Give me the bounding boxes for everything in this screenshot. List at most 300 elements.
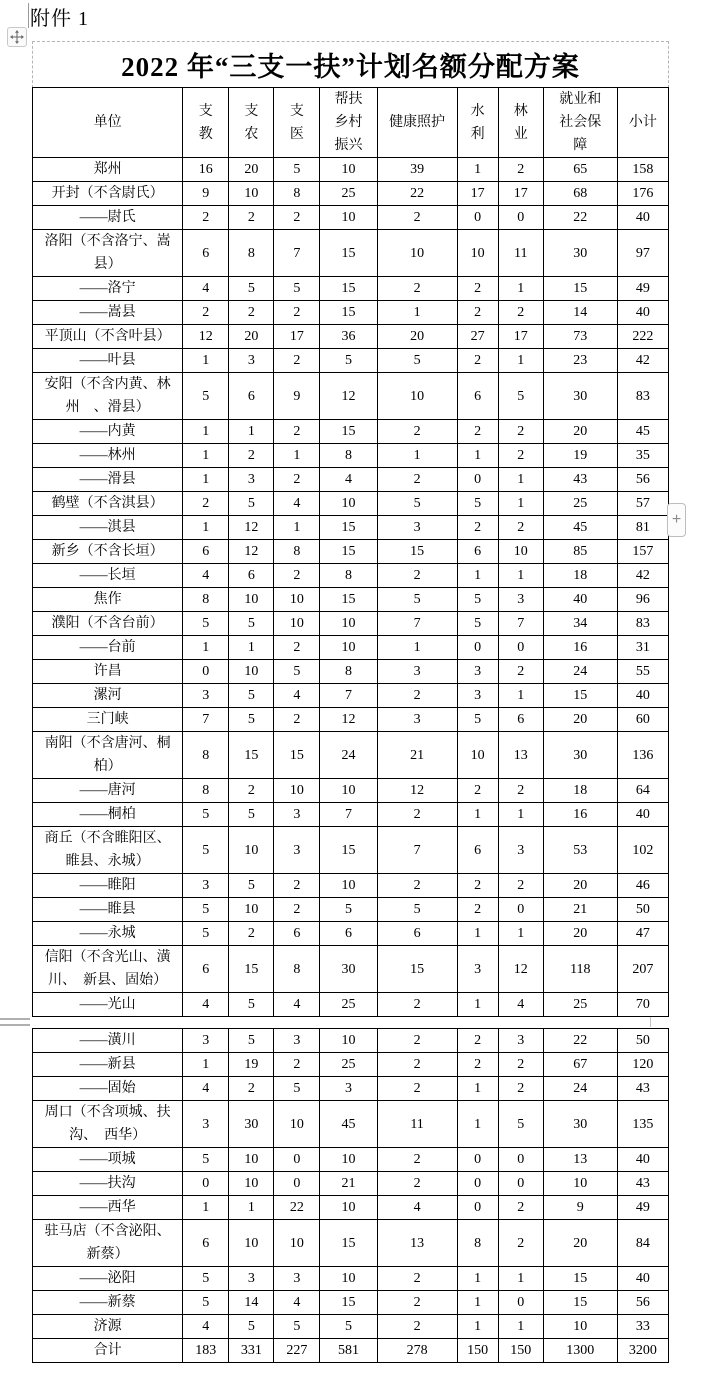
cell-value[interactable]: 2 bbox=[377, 1291, 457, 1315]
cell-value[interactable]: 10 bbox=[498, 540, 543, 564]
cell-value[interactable]: 0 bbox=[498, 636, 543, 660]
cell-unit[interactable]: ——潢川 bbox=[33, 1029, 183, 1053]
cell-value[interactable]: 10 bbox=[274, 1220, 320, 1267]
cell-value[interactable]: 43 bbox=[617, 1172, 668, 1196]
cell-value[interactable]: 24 bbox=[543, 660, 617, 684]
cell-value[interactable]: 57 bbox=[617, 492, 668, 516]
cell-value[interactable]: 0 bbox=[274, 1172, 320, 1196]
cell-value[interactable]: 4 bbox=[183, 1315, 229, 1339]
cell-value[interactable]: 8 bbox=[457, 1220, 498, 1267]
cell-value[interactable]: 5 bbox=[229, 874, 274, 898]
cell-value[interactable]: 2 bbox=[457, 516, 498, 540]
cell-unit[interactable]: ——泌阳 bbox=[33, 1267, 183, 1291]
column-header[interactable]: 小计 bbox=[617, 88, 668, 158]
cell-value[interactable]: 2 bbox=[274, 468, 320, 492]
cell-value[interactable]: 35 bbox=[617, 444, 668, 468]
cell-value[interactable]: 40 bbox=[617, 206, 668, 230]
cell-value[interactable]: 3 bbox=[320, 1077, 377, 1101]
cell-value[interactable]: 40 bbox=[543, 588, 617, 612]
cell-value[interactable]: 2 bbox=[457, 349, 498, 373]
cell-value[interactable]: 1 bbox=[377, 636, 457, 660]
cell-value[interactable]: 1 bbox=[183, 468, 229, 492]
cell-unit[interactable]: 鹤壁（不含淇县） bbox=[33, 492, 183, 516]
cell-value[interactable]: 3 bbox=[377, 708, 457, 732]
cell-value[interactable]: 183 bbox=[183, 1339, 229, 1363]
cell-value[interactable]: 8 bbox=[183, 588, 229, 612]
cell-value[interactable]: 1 bbox=[183, 420, 229, 444]
cell-value[interactable]: 2 bbox=[377, 1172, 457, 1196]
cell-value[interactable]: 1 bbox=[183, 1053, 229, 1077]
cell-value[interactable]: 46 bbox=[617, 874, 668, 898]
cell-value[interactable]: 22 bbox=[543, 206, 617, 230]
cell-value[interactable]: 25 bbox=[320, 1053, 377, 1077]
cell-value[interactable]: 15 bbox=[320, 301, 377, 325]
column-header[interactable]: 健康照护 bbox=[377, 88, 457, 158]
cell-value[interactable]: 5 bbox=[274, 660, 320, 684]
cell-unit[interactable]: ——永城 bbox=[33, 922, 183, 946]
cell-value[interactable]: 6 bbox=[183, 540, 229, 564]
cell-value[interactable]: 158 bbox=[617, 158, 668, 182]
cell-value[interactable]: 176 bbox=[617, 182, 668, 206]
cell-value[interactable]: 7 bbox=[320, 803, 377, 827]
cell-value[interactable]: 2 bbox=[457, 898, 498, 922]
cell-value[interactable]: 150 bbox=[457, 1339, 498, 1363]
cell-value[interactable]: 2 bbox=[457, 874, 498, 898]
cell-value[interactable]: 0 bbox=[498, 898, 543, 922]
cell-value[interactable]: 2 bbox=[498, 420, 543, 444]
cell-value[interactable]: 3 bbox=[229, 1267, 274, 1291]
cell-value[interactable]: 65 bbox=[543, 158, 617, 182]
cell-value[interactable]: 1 bbox=[457, 1267, 498, 1291]
cell-value[interactable]: 0 bbox=[457, 206, 498, 230]
cell-value[interactable]: 2 bbox=[377, 1053, 457, 1077]
cell-value[interactable]: 10 bbox=[377, 230, 457, 277]
cell-value[interactable]: 1 bbox=[498, 922, 543, 946]
cell-value[interactable]: 1 bbox=[377, 444, 457, 468]
cell-value[interactable]: 22 bbox=[274, 1196, 320, 1220]
cell-value[interactable]: 4 bbox=[183, 277, 229, 301]
cell-value[interactable]: 27 bbox=[457, 325, 498, 349]
cell-value[interactable]: 5 bbox=[457, 492, 498, 516]
cell-value[interactable]: 0 bbox=[274, 1148, 320, 1172]
cell-value[interactable]: 40 bbox=[617, 1148, 668, 1172]
cell-value[interactable]: 222 bbox=[617, 325, 668, 349]
cell-value[interactable]: 15 bbox=[543, 684, 617, 708]
cell-value[interactable]: 4 bbox=[320, 468, 377, 492]
cell-value[interactable]: 120 bbox=[617, 1053, 668, 1077]
cell-value[interactable]: 50 bbox=[617, 898, 668, 922]
cell-unit[interactable]: ——睢县 bbox=[33, 898, 183, 922]
insert-row-button[interactable]: + bbox=[667, 503, 686, 537]
cell-value[interactable]: 15 bbox=[320, 420, 377, 444]
cell-value[interactable]: 5 bbox=[320, 898, 377, 922]
cell-value[interactable]: 12 bbox=[229, 516, 274, 540]
cell-value[interactable]: 10 bbox=[229, 182, 274, 206]
cell-value[interactable]: 3 bbox=[457, 660, 498, 684]
cell-value[interactable]: 5 bbox=[183, 1291, 229, 1315]
cell-value[interactable]: 2 bbox=[274, 206, 320, 230]
cell-value[interactable]: 16 bbox=[543, 636, 617, 660]
cell-value[interactable]: 15 bbox=[543, 277, 617, 301]
cell-value[interactable]: 3 bbox=[229, 349, 274, 373]
table-move-handle[interactable] bbox=[7, 27, 27, 47]
cell-value[interactable]: 24 bbox=[543, 1077, 617, 1101]
column-header[interactable]: 帮扶乡村振兴 bbox=[320, 88, 377, 158]
cell-value[interactable]: 96 bbox=[617, 588, 668, 612]
cell-value[interactable]: 10 bbox=[229, 1148, 274, 1172]
cell-value[interactable]: 2 bbox=[498, 1196, 543, 1220]
cell-unit[interactable]: ——洛宁 bbox=[33, 277, 183, 301]
cell-value[interactable]: 39 bbox=[377, 158, 457, 182]
cell-value[interactable]: 25 bbox=[543, 492, 617, 516]
cell-value[interactable]: 1 bbox=[183, 516, 229, 540]
cell-value[interactable]: 1 bbox=[457, 1101, 498, 1148]
cell-value[interactable]: 30 bbox=[543, 373, 617, 420]
cell-value[interactable]: 5 bbox=[229, 684, 274, 708]
cell-value[interactable]: 60 bbox=[617, 708, 668, 732]
cell-value[interactable]: 1 bbox=[498, 1267, 543, 1291]
cell-value[interactable]: 25 bbox=[320, 993, 377, 1017]
cell-value[interactable]: 13 bbox=[498, 732, 543, 779]
cell-unit[interactable]: ——光山 bbox=[33, 993, 183, 1017]
cell-value[interactable]: 6 bbox=[457, 373, 498, 420]
cell-value[interactable]: 20 bbox=[543, 922, 617, 946]
cell-value[interactable]: 15 bbox=[320, 230, 377, 277]
cell-value[interactable]: 2 bbox=[377, 1029, 457, 1053]
cell-value[interactable]: 102 bbox=[617, 827, 668, 874]
cell-unit[interactable]: 信阳（不含光山、潢川、 新县、固始） bbox=[33, 946, 183, 993]
cell-value[interactable]: 135 bbox=[617, 1101, 668, 1148]
cell-value[interactable]: 2 bbox=[274, 636, 320, 660]
cell-value[interactable]: 15 bbox=[320, 277, 377, 301]
cell-value[interactable]: 3 bbox=[377, 660, 457, 684]
cell-value[interactable]: 3 bbox=[274, 827, 320, 874]
cell-value[interactable]: 56 bbox=[617, 468, 668, 492]
cell-value[interactable]: 8 bbox=[183, 779, 229, 803]
cell-value[interactable]: 45 bbox=[617, 420, 668, 444]
cell-value[interactable]: 18 bbox=[543, 779, 617, 803]
cell-value[interactable]: 1 bbox=[183, 1196, 229, 1220]
cell-value[interactable]: 4 bbox=[183, 564, 229, 588]
cell-value[interactable]: 22 bbox=[543, 1029, 617, 1053]
cell-value[interactable]: 5 bbox=[320, 349, 377, 373]
cell-value[interactable]: 1 bbox=[457, 158, 498, 182]
cell-value[interactable]: 7 bbox=[320, 684, 377, 708]
cell-value[interactable]: 2 bbox=[183, 492, 229, 516]
cell-value[interactable]: 5 bbox=[229, 492, 274, 516]
cell-value[interactable]: 0 bbox=[498, 1172, 543, 1196]
cell-value[interactable]: 5 bbox=[377, 349, 457, 373]
cell-value[interactable]: 5 bbox=[457, 708, 498, 732]
cell-value[interactable]: 6 bbox=[183, 1220, 229, 1267]
cell-value[interactable]: 2 bbox=[274, 564, 320, 588]
cell-value[interactable]: 2 bbox=[274, 349, 320, 373]
cell-value[interactable]: 10 bbox=[320, 206, 377, 230]
cell-value[interactable]: 6 bbox=[229, 373, 274, 420]
cell-value[interactable]: 2 bbox=[457, 277, 498, 301]
cell-value[interactable]: 3 bbox=[183, 874, 229, 898]
cell-value[interactable]: 2 bbox=[377, 420, 457, 444]
cell-value[interactable]: 1 bbox=[498, 684, 543, 708]
cell-value[interactable]: 15 bbox=[229, 732, 274, 779]
cell-value[interactable]: 5 bbox=[183, 1267, 229, 1291]
cell-value[interactable]: 30 bbox=[320, 946, 377, 993]
cell-value[interactable]: 2 bbox=[274, 301, 320, 325]
cell-unit[interactable]: 漯河 bbox=[33, 684, 183, 708]
cell-value[interactable]: 1 bbox=[229, 1196, 274, 1220]
cell-value[interactable]: 4 bbox=[274, 492, 320, 516]
cell-value[interactable]: 5 bbox=[274, 1315, 320, 1339]
cell-value[interactable]: 13 bbox=[377, 1220, 457, 1267]
cell-unit[interactable]: ——滑县 bbox=[33, 468, 183, 492]
cell-value[interactable]: 10 bbox=[320, 874, 377, 898]
cell-value[interactable]: 6 bbox=[274, 922, 320, 946]
cell-unit[interactable]: ——桐柏 bbox=[33, 803, 183, 827]
cell-value[interactable]: 2 bbox=[274, 708, 320, 732]
cell-value[interactable]: 3200 bbox=[617, 1339, 668, 1363]
cell-value[interactable]: 9 bbox=[274, 373, 320, 420]
cell-value[interactable]: 9 bbox=[543, 1196, 617, 1220]
cell-value[interactable]: 8 bbox=[229, 230, 274, 277]
cell-value[interactable]: 2 bbox=[274, 874, 320, 898]
cell-value[interactable]: 2 bbox=[498, 1220, 543, 1267]
cell-unit[interactable]: ——尉氏 bbox=[33, 206, 183, 230]
cell-value[interactable]: 5 bbox=[377, 898, 457, 922]
cell-value[interactable]: 207 bbox=[617, 946, 668, 993]
cell-value[interactable]: 0 bbox=[457, 468, 498, 492]
document-title[interactable]: 2022 年“三支一扶”计划名额分配方案 bbox=[121, 52, 580, 82]
cell-value[interactable]: 5 bbox=[320, 1315, 377, 1339]
cell-value[interactable]: 10 bbox=[543, 1172, 617, 1196]
cell-value[interactable]: 10 bbox=[229, 898, 274, 922]
cell-value[interactable]: 2 bbox=[183, 206, 229, 230]
cell-value[interactable]: 10 bbox=[229, 827, 274, 874]
attachment-label[interactable]: 附件 1 bbox=[30, 8, 89, 30]
cell-value[interactable]: 2 bbox=[377, 1315, 457, 1339]
cell-value[interactable]: 2 bbox=[377, 206, 457, 230]
cell-value[interactable]: 40 bbox=[617, 1267, 668, 1291]
cell-value[interactable]: 2 bbox=[377, 1148, 457, 1172]
cell-value[interactable]: 1 bbox=[457, 1291, 498, 1315]
cell-value[interactable]: 3 bbox=[274, 1029, 320, 1053]
cell-value[interactable]: 17 bbox=[498, 325, 543, 349]
cell-value[interactable]: 5 bbox=[183, 922, 229, 946]
cell-value[interactable]: 47 bbox=[617, 922, 668, 946]
cell-value[interactable]: 49 bbox=[617, 1196, 668, 1220]
cell-value[interactable]: 10 bbox=[274, 779, 320, 803]
cell-value[interactable]: 1 bbox=[498, 277, 543, 301]
cell-value[interactable]: 4 bbox=[274, 684, 320, 708]
cell-value[interactable]: 5 bbox=[229, 1315, 274, 1339]
cell-value[interactable]: 14 bbox=[229, 1291, 274, 1315]
cell-value[interactable]: 1 bbox=[183, 444, 229, 468]
cell-value[interactable]: 2 bbox=[229, 922, 274, 946]
cell-unit[interactable]: 郑州 bbox=[33, 158, 183, 182]
cell-value[interactable]: 5 bbox=[229, 803, 274, 827]
cell-value[interactable]: 68 bbox=[543, 182, 617, 206]
cell-value[interactable]: 15 bbox=[320, 540, 377, 564]
cell-value[interactable]: 1 bbox=[183, 349, 229, 373]
cell-value[interactable]: 15 bbox=[320, 1291, 377, 1315]
cell-value[interactable]: 10 bbox=[320, 1148, 377, 1172]
cell-value[interactable]: 3 bbox=[183, 1029, 229, 1053]
cell-value[interactable]: 11 bbox=[498, 230, 543, 277]
cell-value[interactable]: 5 bbox=[183, 612, 229, 636]
cell-value[interactable]: 3 bbox=[274, 803, 320, 827]
cell-value[interactable]: 21 bbox=[543, 898, 617, 922]
cell-value[interactable]: 10 bbox=[320, 612, 377, 636]
cell-value[interactable]: 81 bbox=[617, 516, 668, 540]
cell-value[interactable]: 30 bbox=[543, 1101, 617, 1148]
cell-value[interactable]: 56 bbox=[617, 1291, 668, 1315]
cell-value[interactable]: 14 bbox=[543, 301, 617, 325]
cell-value[interactable]: 6 bbox=[457, 540, 498, 564]
cell-unit[interactable]: 商丘（不含睢阳区、睢县、永城） bbox=[33, 827, 183, 874]
cell-value[interactable]: 6 bbox=[498, 708, 543, 732]
cell-value[interactable]: 2 bbox=[498, 1053, 543, 1077]
cell-value[interactable]: 10 bbox=[229, 660, 274, 684]
cell-value[interactable]: 1 bbox=[498, 492, 543, 516]
cell-value[interactable]: 8 bbox=[320, 564, 377, 588]
cell-value[interactable]: 157 bbox=[617, 540, 668, 564]
cell-value[interactable]: 2 bbox=[498, 660, 543, 684]
cell-value[interactable]: 2 bbox=[229, 206, 274, 230]
cell-value[interactable]: 10 bbox=[229, 1220, 274, 1267]
cell-value[interactable]: 20 bbox=[543, 708, 617, 732]
cell-value[interactable]: 6 bbox=[457, 827, 498, 874]
cell-value[interactable]: 31 bbox=[617, 636, 668, 660]
column-header[interactable]: 就业和社会保障 bbox=[543, 88, 617, 158]
cell-value[interactable]: 16 bbox=[543, 803, 617, 827]
cell-value[interactable]: 3 bbox=[377, 516, 457, 540]
cell-value[interactable]: 8 bbox=[320, 660, 377, 684]
cell-value[interactable]: 3 bbox=[498, 1029, 543, 1053]
cell-value[interactable]: 0 bbox=[498, 1148, 543, 1172]
cell-unit[interactable]: 周口（不含项城、扶沟、 西华） bbox=[33, 1101, 183, 1148]
cell-value[interactable]: 10 bbox=[320, 779, 377, 803]
cell-value[interactable]: 0 bbox=[457, 1172, 498, 1196]
cell-value[interactable]: 3 bbox=[498, 588, 543, 612]
cell-value[interactable]: 15 bbox=[320, 588, 377, 612]
cell-value[interactable]: 22 bbox=[377, 182, 457, 206]
cell-value[interactable]: 10 bbox=[320, 492, 377, 516]
cell-value[interactable]: 2 bbox=[498, 1077, 543, 1101]
cell-value[interactable]: 0 bbox=[457, 1196, 498, 1220]
cell-value[interactable]: 36 bbox=[320, 325, 377, 349]
cell-value[interactable]: 73 bbox=[543, 325, 617, 349]
cell-value[interactable]: 7 bbox=[498, 612, 543, 636]
cell-unit[interactable]: ——项城 bbox=[33, 1148, 183, 1172]
cell-value[interactable]: 8 bbox=[274, 182, 320, 206]
cell-value[interactable]: 19 bbox=[543, 444, 617, 468]
cell-value[interactable]: 45 bbox=[320, 1101, 377, 1148]
cell-value[interactable]: 5 bbox=[229, 993, 274, 1017]
cell-value[interactable]: 23 bbox=[543, 349, 617, 373]
cell-value[interactable]: 12 bbox=[320, 373, 377, 420]
cell-value[interactable]: 10 bbox=[320, 1196, 377, 1220]
cell-value[interactable]: 118 bbox=[543, 946, 617, 993]
cell-value[interactable]: 6 bbox=[229, 564, 274, 588]
cell-value[interactable]: 12 bbox=[320, 708, 377, 732]
cell-value[interactable]: 10 bbox=[457, 230, 498, 277]
cell-value[interactable]: 15 bbox=[320, 516, 377, 540]
cell-value[interactable]: 2 bbox=[377, 277, 457, 301]
cell-value[interactable]: 10 bbox=[229, 1172, 274, 1196]
cell-value[interactable]: 1 bbox=[457, 1077, 498, 1101]
cell-value[interactable]: 5 bbox=[274, 158, 320, 182]
cell-value[interactable]: 2 bbox=[498, 158, 543, 182]
cell-value[interactable]: 2 bbox=[377, 564, 457, 588]
cell-value[interactable]: 8 bbox=[320, 444, 377, 468]
cell-value[interactable]: 15 bbox=[229, 946, 274, 993]
cell-value[interactable]: 5 bbox=[498, 1101, 543, 1148]
cell-value[interactable]: 20 bbox=[543, 874, 617, 898]
cell-value[interactable]: 10 bbox=[274, 1101, 320, 1148]
cell-value[interactable]: 2 bbox=[377, 874, 457, 898]
cell-value[interactable]: 12 bbox=[229, 540, 274, 564]
cell-value[interactable]: 5 bbox=[229, 612, 274, 636]
cell-value[interactable]: 227 bbox=[274, 1339, 320, 1363]
cell-value[interactable]: 53 bbox=[543, 827, 617, 874]
cell-value[interactable]: 15 bbox=[320, 1220, 377, 1267]
cell-value[interactable]: 12 bbox=[498, 946, 543, 993]
cell-value[interactable]: 10 bbox=[320, 1029, 377, 1053]
cell-value[interactable]: 10 bbox=[320, 1267, 377, 1291]
cell-value[interactable]: 6 bbox=[183, 946, 229, 993]
cell-value[interactable]: 30 bbox=[543, 230, 617, 277]
cell-value[interactable]: 1 bbox=[457, 922, 498, 946]
cell-unit[interactable]: ——扶沟 bbox=[33, 1172, 183, 1196]
cell-value[interactable]: 42 bbox=[617, 349, 668, 373]
cell-value[interactable]: 30 bbox=[543, 732, 617, 779]
cell-value[interactable]: 19 bbox=[229, 1053, 274, 1077]
cell-value[interactable]: 2 bbox=[377, 684, 457, 708]
cell-value[interactable]: 20 bbox=[543, 420, 617, 444]
cell-value[interactable]: 278 bbox=[377, 1339, 457, 1363]
cell-unit[interactable]: 济源 bbox=[33, 1315, 183, 1339]
cell-value[interactable]: 3 bbox=[183, 684, 229, 708]
cell-value[interactable]: 1 bbox=[498, 349, 543, 373]
column-header[interactable]: 单位 bbox=[33, 88, 183, 158]
cell-value[interactable]: 15 bbox=[543, 1291, 617, 1315]
cell-unit[interactable]: ——新县 bbox=[33, 1053, 183, 1077]
cell-value[interactable]: 15 bbox=[543, 1267, 617, 1291]
cell-unit[interactable]: 许昌 bbox=[33, 660, 183, 684]
cell-value[interactable]: 2 bbox=[457, 1029, 498, 1053]
cell-value[interactable]: 3 bbox=[498, 827, 543, 874]
cell-value[interactable]: 42 bbox=[617, 564, 668, 588]
cell-unit[interactable]: ——台前 bbox=[33, 636, 183, 660]
cell-value[interactable]: 331 bbox=[229, 1339, 274, 1363]
cell-value[interactable]: 2 bbox=[498, 516, 543, 540]
cell-value[interactable]: 3 bbox=[274, 1267, 320, 1291]
cell-value[interactable]: 2 bbox=[229, 301, 274, 325]
cell-value[interactable]: 1 bbox=[229, 420, 274, 444]
column-header[interactable]: 支农 bbox=[229, 88, 274, 158]
cell-value[interactable]: 6 bbox=[377, 922, 457, 946]
cell-value[interactable]: 1 bbox=[498, 468, 543, 492]
cell-unit[interactable]: 开封（不含尉氏） bbox=[33, 182, 183, 206]
cell-value[interactable]: 2 bbox=[457, 779, 498, 803]
cell-value[interactable]: 0 bbox=[498, 1291, 543, 1315]
cell-value[interactable]: 7 bbox=[377, 612, 457, 636]
cell-value[interactable]: 2 bbox=[377, 993, 457, 1017]
cell-unit[interactable]: ——新蔡 bbox=[33, 1291, 183, 1315]
cell-value[interactable]: 2 bbox=[377, 803, 457, 827]
cell-value[interactable]: 10 bbox=[274, 612, 320, 636]
cell-value[interactable]: 2 bbox=[274, 898, 320, 922]
cell-value[interactable]: 0 bbox=[457, 636, 498, 660]
